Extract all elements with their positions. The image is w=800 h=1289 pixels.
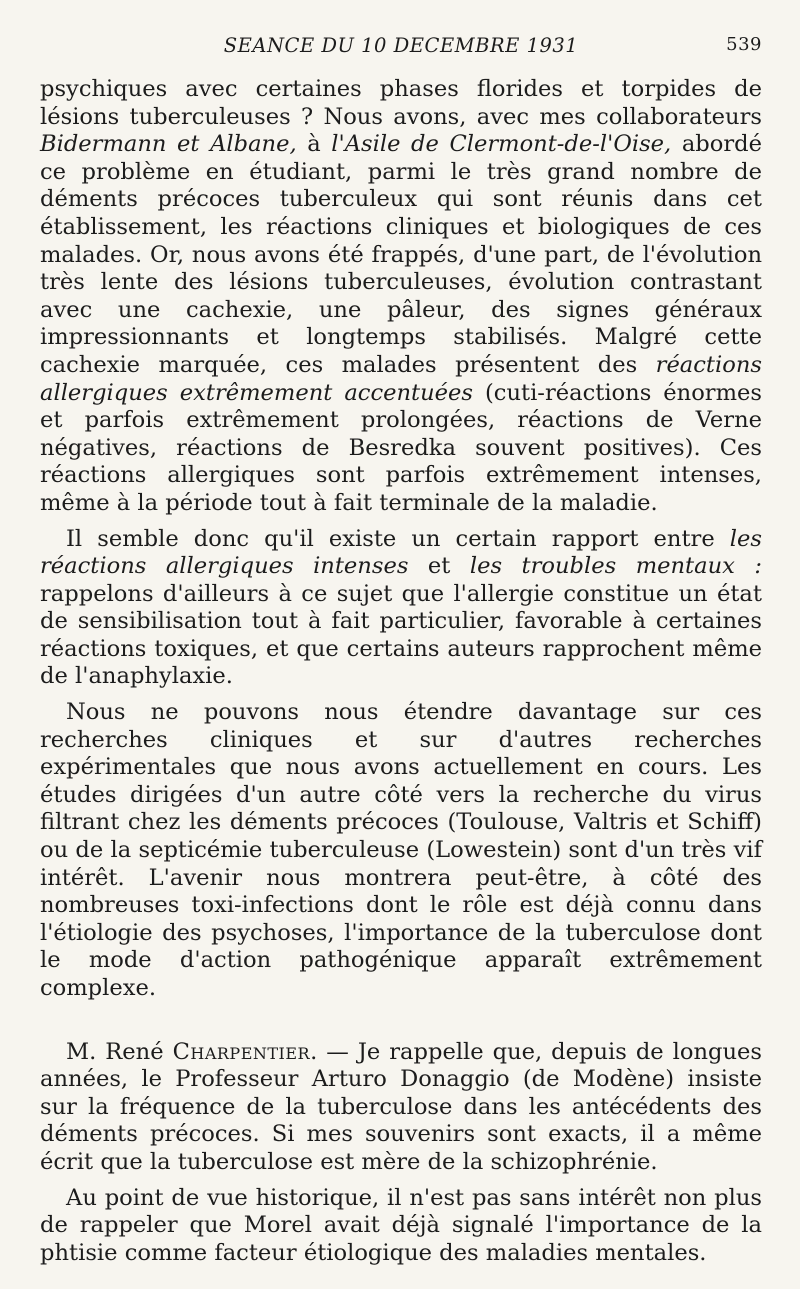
paragraph-4: [40, 1039, 762, 1177]
p2-text-c: rappelons d'ailleurs à ce sujet que l'allergie constitue un état de sensibilisation tout à fait particulier, favorable à certaines réactions toxiques, et que certains auteurs rapprochent même de l'anaphylaxie.: [40, 580, 762, 690]
page-number: 539: [726, 34, 762, 55]
speaker-name: Charpentier: [172, 1038, 311, 1065]
p2-text-a: Il semble donc qu'il existe un certain rapport entre: [66, 525, 730, 552]
header-title: SEANCE DU 10 DECEMBRE 1931: [223, 34, 579, 57]
paragraph-1: [40, 76, 762, 518]
p1-text-d: (cuti-réactions énormes et parfois extrêmement prolongées, réactions de Verne négatives, réactions de Besredka souvent positives). Ces réactions allergiques sont parfois extrêmement intenses, même à la période tout à fait terminale de la maladie.: [40, 379, 762, 516]
p1-authors: Bidermann et Albane,: [40, 131, 308, 158]
p1-asylum: l'Asile de Clermont-de-l'Oise,: [331, 131, 672, 158]
p1-text-a: psychiques avec certaines phases florides et torpides de lésions tuberculeuses ? Nous avons, avec mes collaborateurs: [40, 76, 762, 130]
p2-emphasis-1: les réactions allergiques intenses: [40, 525, 762, 580]
p1-text-b: à: [307, 131, 332, 158]
body-text: [40, 76, 762, 1267]
p1-text-c: abordé ce problème en étudiant, parmi le très grand nombre de déments précoces tuberculeux qui sont réunis dans cet établissement, les réactions cliniques et biologiques de ces malades. Or, nous avons été frappés, d'une part, de l'évolution très lente des lésions tuberculeuses, évolution contrastant avec une cachexie, une pâleur, des signes généraux impressionnants et longtemps stabilisés. Malgré cette cachexie marquée, ces malades présentent des: [40, 131, 762, 378]
speaker-prefix: M. René: [66, 1038, 173, 1065]
paragraph-3: Nous ne pouvons nous étendre davantage sur ces recherches cliniques et sur d'autres recherches expérimentales que nous avons actuellement en cours. Les études dirigées d'un autre côté vers la recherche du virus filtrant chez les déments précoces (Toulouse, Valtris et Schiff) ou de la septicémie tuberculeuse (Lowestein) sont d'un très vif intérêt. L'avenir nous montrera peut-être, à côté des nombreuses toxi-infections dont le rôle est déjà connu dans l'étiologie des psychoses, l'importance de la tuberculose dont le mode d'action pathogénique apparaît extrêmement complexe.: [40, 699, 762, 1001]
p4-text: . — Je rappelle que, depuis de longues années, le Professeur Arturo Donaggio (de Modène) insiste sur la fréquence de la tuberculose dans les antécédents des déments précoces. Si mes souvenirs sont exacts, il a même écrit que la tuberculose est mère de la schizophrénie.: [40, 1038, 762, 1175]
paragraph-5: Au point de vue historique, il n'est pas sans intérêt non plus de rappeler que Morel avait déjà signalé l'importance de la phtisie comme facteur étiologique des maladies mentales.: [40, 1184, 762, 1266]
running-header: [40, 30, 762, 60]
p2-text-b: et: [408, 553, 470, 580]
p1-emphasis: réactions allergiques extrêmement accentuées: [40, 351, 762, 406]
paragraph-2: [40, 526, 762, 692]
p2-emphasis-2: les troubles mentaux :: [469, 553, 762, 580]
